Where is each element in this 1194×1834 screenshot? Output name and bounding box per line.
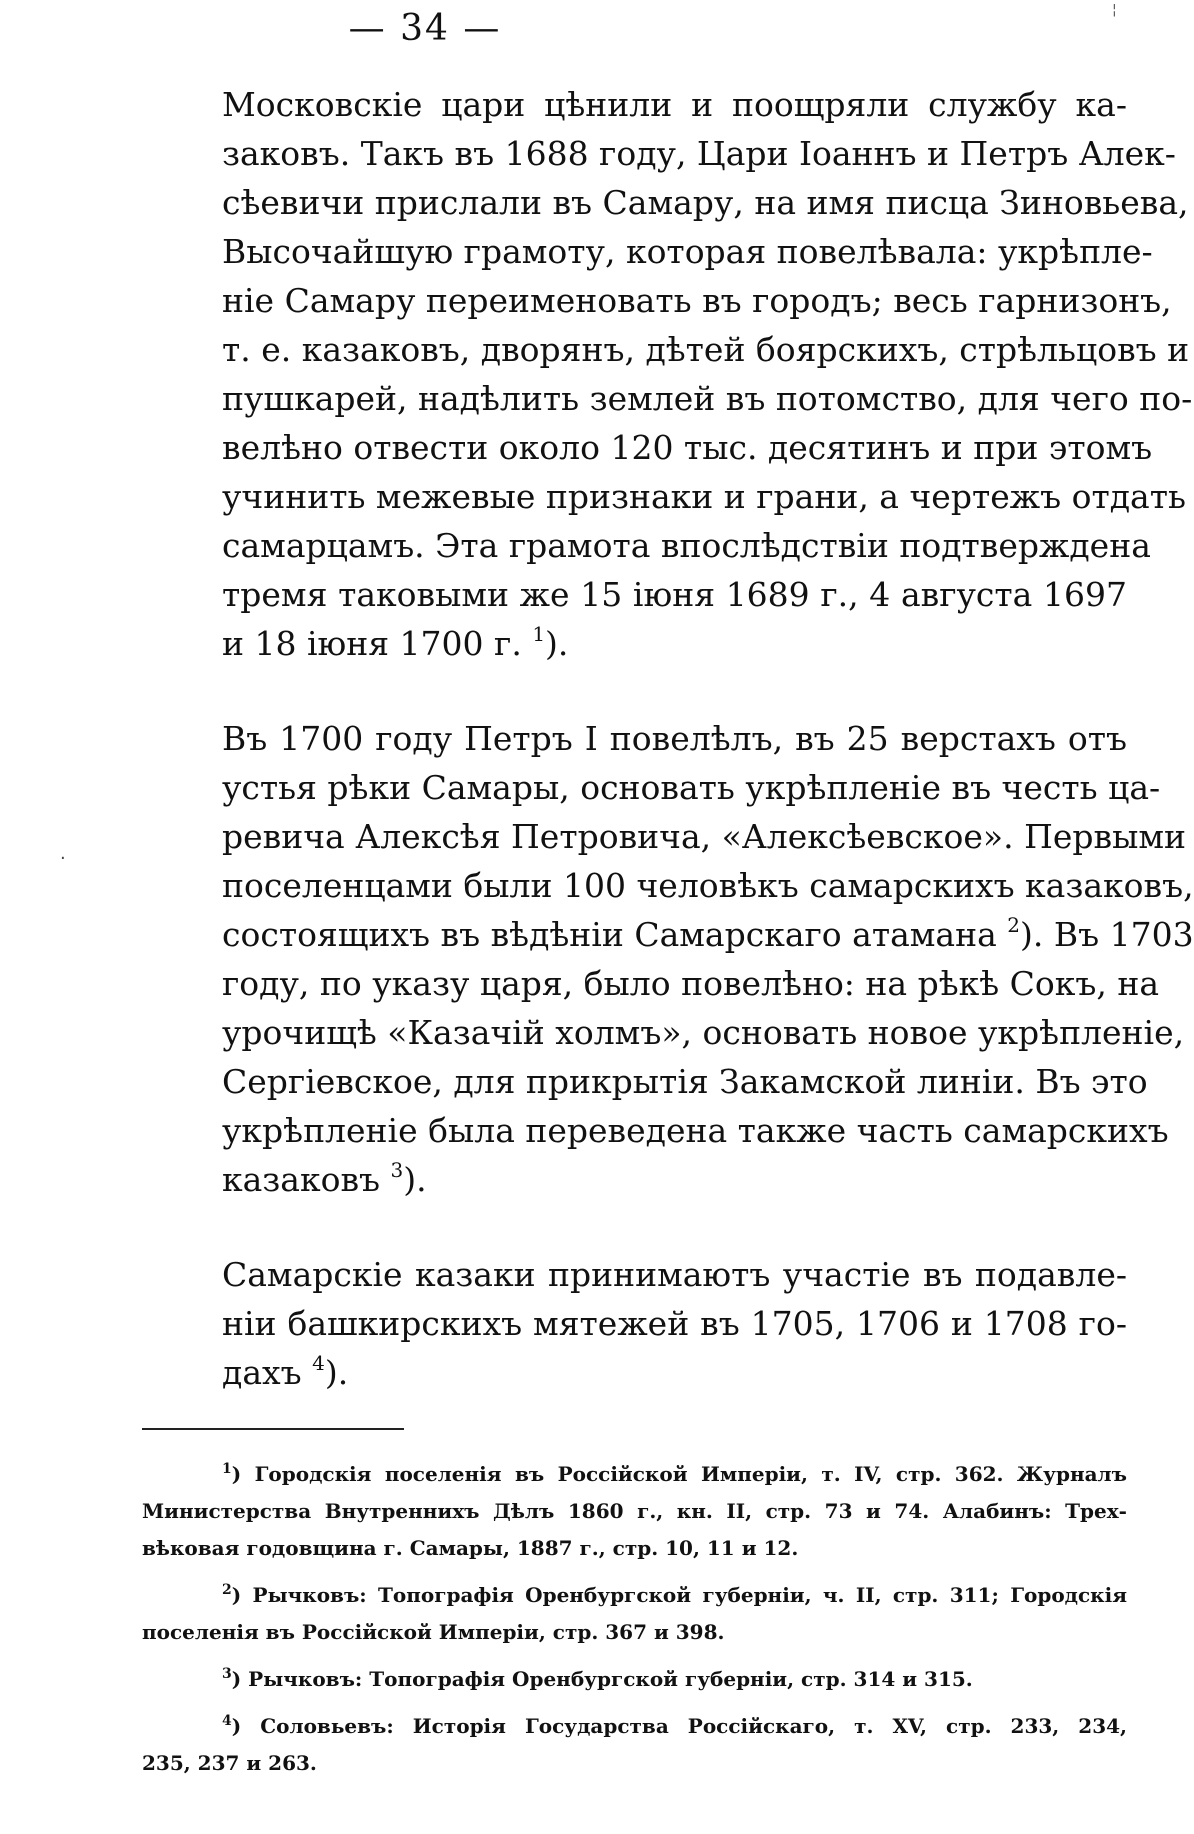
text-line: ніи башкирскихъ мятежей въ 1705, 1706 и 1708 го- — [222, 1304, 1127, 1343]
text-line: ніе Самару переименовать въ городъ; весь гарнизонъ, — [222, 281, 1172, 320]
footnote-text: ) Городскія поселенія въ Россійской Имперіи, т. IV, стр. 362. Журналъ — [231, 1462, 1127, 1486]
text-line: сѣевичи прислали въ Самару, на имя писца Зиновьева, — [222, 183, 1189, 222]
text-line: Московскіе цари цѣнили и поощряли службу ка- — [222, 85, 1127, 124]
text-line: самарцамъ. Эта грамота впослѣдствіи подтверждена — [222, 526, 1151, 565]
text-line — [142, 1348, 1127, 1397]
text-line: Высочайшую грамоту, которая повелѣвала: укрѣпле- — [222, 232, 1153, 271]
footnote-mark: 3 — [222, 1666, 232, 1682]
text-line: поселенцами были 100 человѣкъ самарскихъ казаковъ, — [222, 866, 1194, 905]
page-number: — 34 — — [348, 8, 502, 49]
line-text: и 18 іюня 1700 г. — [222, 624, 522, 663]
line-text: дахъ — [222, 1353, 302, 1392]
main-text — [142, 80, 1194, 1397]
footnotes — [142, 1456, 1127, 1792]
footnote-4 — [142, 1708, 1127, 1782]
text-line: Самарскіе казаки принимаютъ участіе въ подавле- — [222, 1255, 1127, 1294]
footnote-mark: 2 — [222, 1582, 232, 1598]
footnote-ref-2: 2 — [1007, 913, 1021, 937]
text-line: году, по указу царя, было повелѣно: на рѣкѣ Сокъ, на — [222, 964, 1160, 1003]
text-line: ревича Алексѣя Петровича, «Алексѣевское». Первыми — [222, 817, 1187, 856]
paragraph-1 — [142, 80, 1193, 668]
footnote-ref-3: 3 — [390, 1158, 404, 1182]
text-line: т. е. казаковъ, дворянъ, дѣтей боярскихъ, стрѣльцовъ и — [222, 330, 1190, 369]
footnote-line: 235, 237 и 263. — [142, 1751, 317, 1775]
footnote-ref-4: 4 — [312, 1351, 325, 1375]
text-line: учинить межевые признаки и грани, а чертежъ отдать — [222, 477, 1186, 516]
line-text: состоящихъ въ вѣдѣніи Самарскаго атамана — [222, 915, 997, 954]
footnote-line — [142, 1577, 1127, 1614]
footnote-line — [142, 1456, 1127, 1493]
text-line: тремя таковыми же 15 іюня 1689 г., 4 августа 1697 — [222, 575, 1127, 614]
text-line: заковъ. Такъ въ 1688 году, Цари Іоаннъ и Петръ Алек- — [222, 134, 1176, 173]
footnote-3 — [142, 1661, 1127, 1698]
footnote-ref-1: 1 — [532, 622, 546, 646]
paragraph-3 — [142, 1250, 1127, 1397]
line-text: ). Въ 1703 — [1020, 915, 1194, 954]
footnote-mark: 4 — [222, 1713, 232, 1729]
footnote-text: ) Рычковъ: Топографія Оренбургской губерніи, ч. II, стр. 311; Городскія — [231, 1583, 1127, 1607]
text-line: урочищѣ «Казачій холмъ», основать новое укрѣпленіе, — [222, 1013, 1185, 1052]
footnote-mark: 1 — [222, 1461, 232, 1477]
footnote-2 — [142, 1577, 1127, 1651]
text-line: Сергіевское, для прикрытія Закамской линіи. Въ это — [222, 1062, 1148, 1101]
line-end: ). — [403, 1160, 427, 1199]
footnote-line: поселенія въ Россійской Имперіи, стр. 367 и 398. — [142, 1620, 725, 1644]
paragraph-2 — [142, 714, 1194, 1204]
line-end: ). — [545, 624, 569, 663]
text-line — [142, 619, 1127, 668]
text-line: устья рѣки Самары, основать укрѣпленіе въ честь ца- — [222, 768, 1161, 807]
margin-mark: ¦ — [1112, 2, 1117, 18]
text-line: Въ 1700 году Петръ I повелѣлъ, въ 25 верстахъ отъ — [222, 719, 1127, 758]
footnote-line: Министерства Внутреннихъ Дѣлъ 1860 г., кн. II, стр. 73 и 74. Алабинъ: Трех- — [142, 1499, 1127, 1523]
line-end: ). — [324, 1353, 349, 1392]
footnote-text: ) Соловьевъ: Исторія Государства Россійскаго, т. XV, стр. 233, 234, — [231, 1714, 1127, 1738]
text-line: велѣно отвести около 120 тыс. десятинъ и при этомъ — [222, 428, 1153, 467]
text-line — [142, 910, 1194, 959]
footnote-line: вѣковая годовщина г. Самары, 1887 г., стр. 10, 11 и 12. — [142, 1536, 799, 1560]
footnote-separator — [142, 1428, 404, 1430]
line-text: казаковъ — [222, 1160, 381, 1199]
margin-dot: · — [60, 848, 66, 869]
text-line: пушкарей, надѣлить землей въ потомство, для чего по- — [222, 379, 1193, 418]
footnote-text: ) Рычковъ: Топографія Оренбургской губерніи, стр. 314 и 315. — [231, 1667, 973, 1691]
footnote-line — [142, 1708, 1127, 1745]
text-line: укрѣпленіе была переведена также часть самарскихъ — [222, 1111, 1169, 1150]
text-line — [142, 1155, 1127, 1204]
footnote-line — [142, 1661, 1127, 1698]
footnote-1 — [142, 1456, 1127, 1567]
